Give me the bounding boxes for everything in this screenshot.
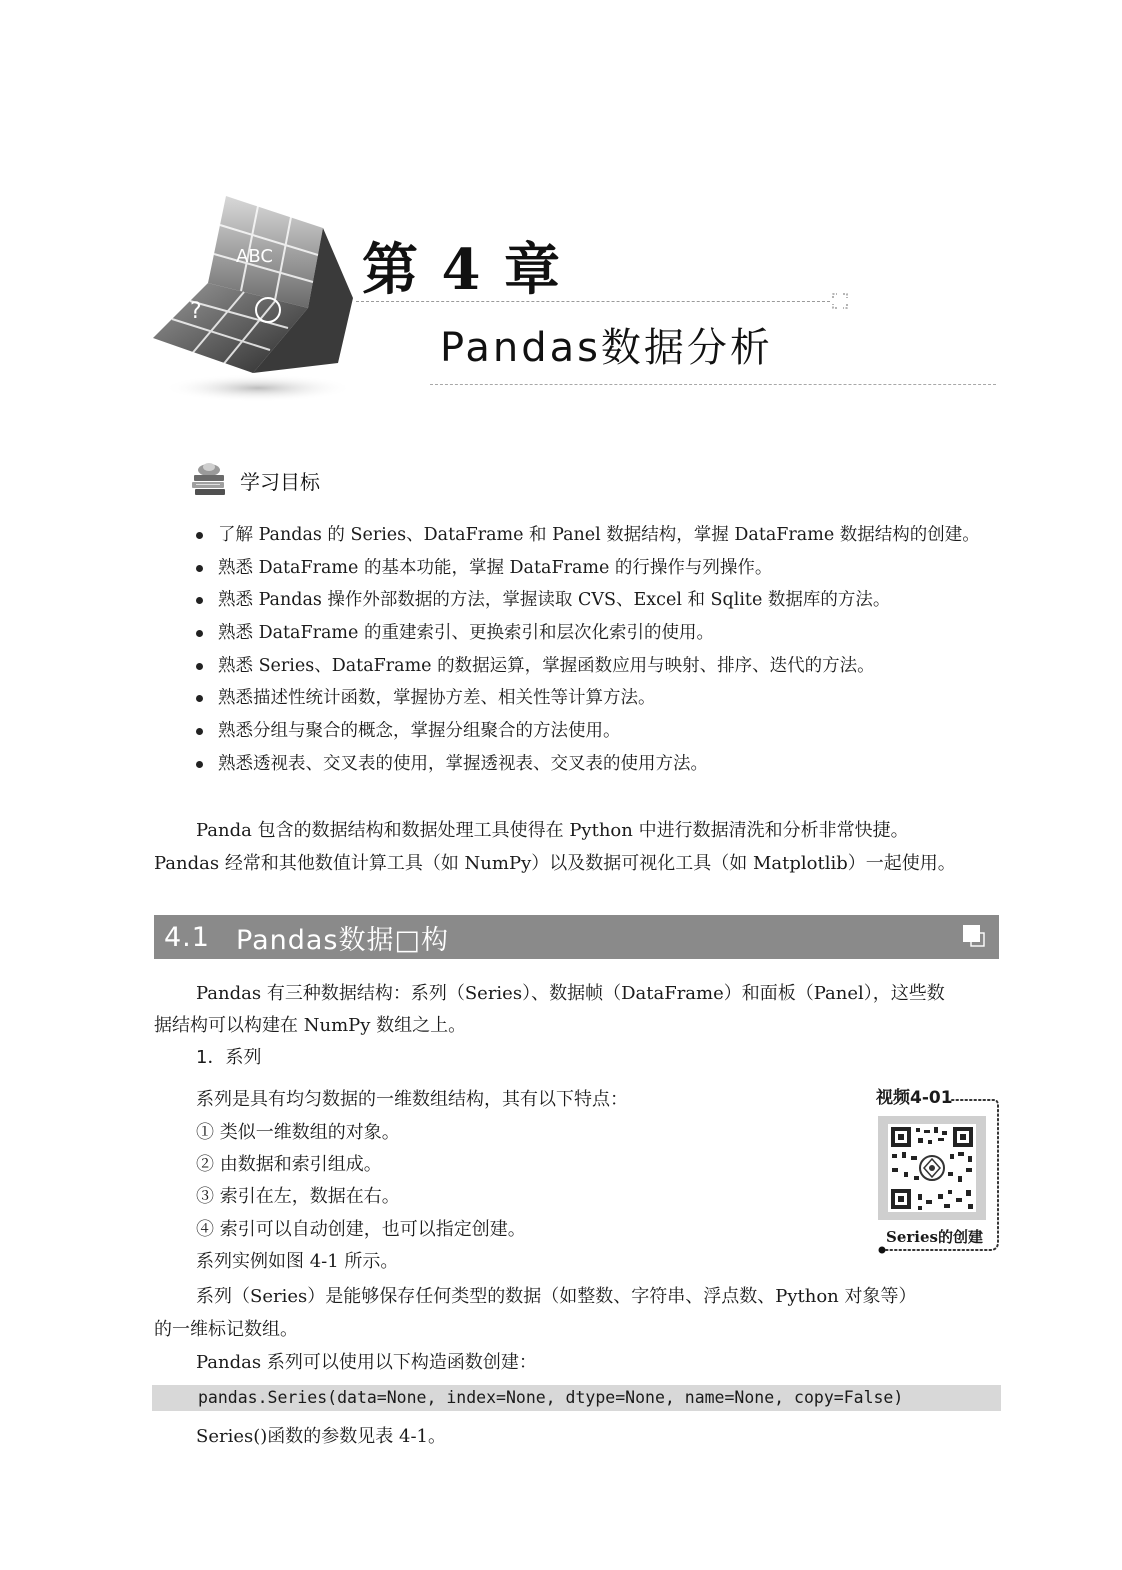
objective-text: 熟悉描述性统计函数，掌握协方差、相关性等计算方法。: [218, 688, 656, 709]
section-heading-bar: [154, 915, 999, 959]
list-item: [196, 519, 1016, 552]
qr-code[interactable]: [878, 1116, 986, 1220]
video-caption: Series的创建: [886, 1228, 983, 1246]
bullet-icon: [196, 761, 203, 768]
features-intro: 系列是具有均匀数据的一维数组结构，其有以下特点：: [196, 1089, 628, 1110]
objective-text: 熟悉分组与聚合的概念，掌握分组聚合的方法使用。: [218, 721, 621, 742]
objective-text: 熟悉 DataFrame 的重建索引、更换索引和层次化索引的使用。: [218, 623, 714, 644]
bullet-icon: [196, 565, 203, 572]
bullet-icon: [196, 597, 203, 604]
svg-text:?: ?: [190, 299, 202, 324]
section-corner-icon: [961, 923, 987, 949]
bullet-icon: [196, 532, 203, 539]
objective-text: 熟悉 DataFrame 的基本功能，掌握 DataFrame 的行操作与列操作。: [218, 557, 773, 578]
code-text: pandas.Series(data=None, index=None, dtype=None, name=None, copy=False): [198, 1388, 904, 1407]
header-divider-bottom: [430, 384, 996, 385]
table-reference: Series()函数的参数见表 4-1。: [196, 1426, 446, 1447]
list-item: [196, 715, 1016, 748]
list-item: [196, 617, 1016, 650]
subsection-heading: 1．系列: [196, 1047, 262, 1068]
intro-line-2: Pandas 经常和其他数值计算工具（如 NumPy）以及数据可视化工具（如 Matplotlib）一起使用。: [154, 853, 956, 874]
body-p2-line-2: 的一维标记数组。: [154, 1319, 298, 1340]
figure-reference: 系列实例如图 4-1 所示。: [196, 1251, 399, 1272]
body-p1-line-1: Pandas 有三种数据结构：系列（Series）、数据帧（DataFrame）和面板（Panel），这些数: [196, 983, 945, 1004]
objectives-list: [196, 519, 1016, 781]
rubiks-cube-illustration: [148, 188, 358, 403]
section-title: Pandas数据□构: [236, 924, 449, 956]
objective-text: 熟悉 Series、DataFrame 的数据运算，掌握函数应用与映射、排序、迭代的方法。: [218, 655, 875, 676]
corner-bracket-icon: [832, 293, 848, 309]
constructor-intro: Pandas 系列可以使用以下构造函数创建：: [196, 1352, 537, 1373]
list-item: [196, 748, 1016, 781]
objective-text: 熟悉透视表、交叉表的使用，掌握透视表、交叉表的使用方法。: [218, 753, 708, 774]
qr-code-icon: [878, 1116, 986, 1220]
svg-text:ABC: ABC: [236, 246, 273, 267]
bullet-icon: [196, 630, 203, 637]
code-block: [152, 1385, 1001, 1411]
list-item: [196, 682, 1016, 715]
video-label: 视频4-01: [876, 1088, 953, 1108]
objectives-heading: 学习目标: [240, 470, 320, 494]
body-p1-line-2: 据结构可以构建在 NumPy 数组之上。: [154, 1015, 467, 1036]
list-item: [196, 650, 1016, 683]
bullet-icon: [196, 728, 203, 735]
feature-item: ② 由数据和索引组成。: [196, 1154, 382, 1175]
list-item: [196, 584, 1016, 617]
chapter-title: Pandas数据分析: [440, 325, 773, 371]
bullet-icon: [196, 695, 203, 702]
feature-item: ① 类似一维数组的对象。: [196, 1122, 400, 1143]
bullet-icon: [196, 663, 203, 670]
intro-line-1: Panda 包含的数据结构和数据处理工具使得在 Python 中进行数据清洗和分析非常快捷。: [196, 820, 909, 841]
objective-text: 了解 Pandas 的 Series、DataFrame 和 Panel 数据结构，掌握 DataFrame 数据结构的创建。: [218, 525, 980, 545]
list-item: [196, 552, 1016, 585]
objective-text: 熟悉 Pandas 操作外部数据的方法，掌握读取 CVS、Excel 和 Sqlite 数据库的方法。: [218, 590, 891, 611]
books-icon: [190, 460, 228, 500]
body-p2-line-1: 系列（Series）是能够保存任何类型的数据（如整数、字符串、浮点数、Python 对象等）: [196, 1286, 917, 1307]
feature-item: ④ 索引可以自动创建，也可以指定创建。: [196, 1219, 526, 1240]
feature-item: ③ 索引在左，数据在右。: [196, 1186, 400, 1207]
chapter-number: 第 4 章: [362, 237, 562, 303]
header-divider-top: [356, 301, 830, 302]
section-number: 4.1: [164, 921, 210, 953]
